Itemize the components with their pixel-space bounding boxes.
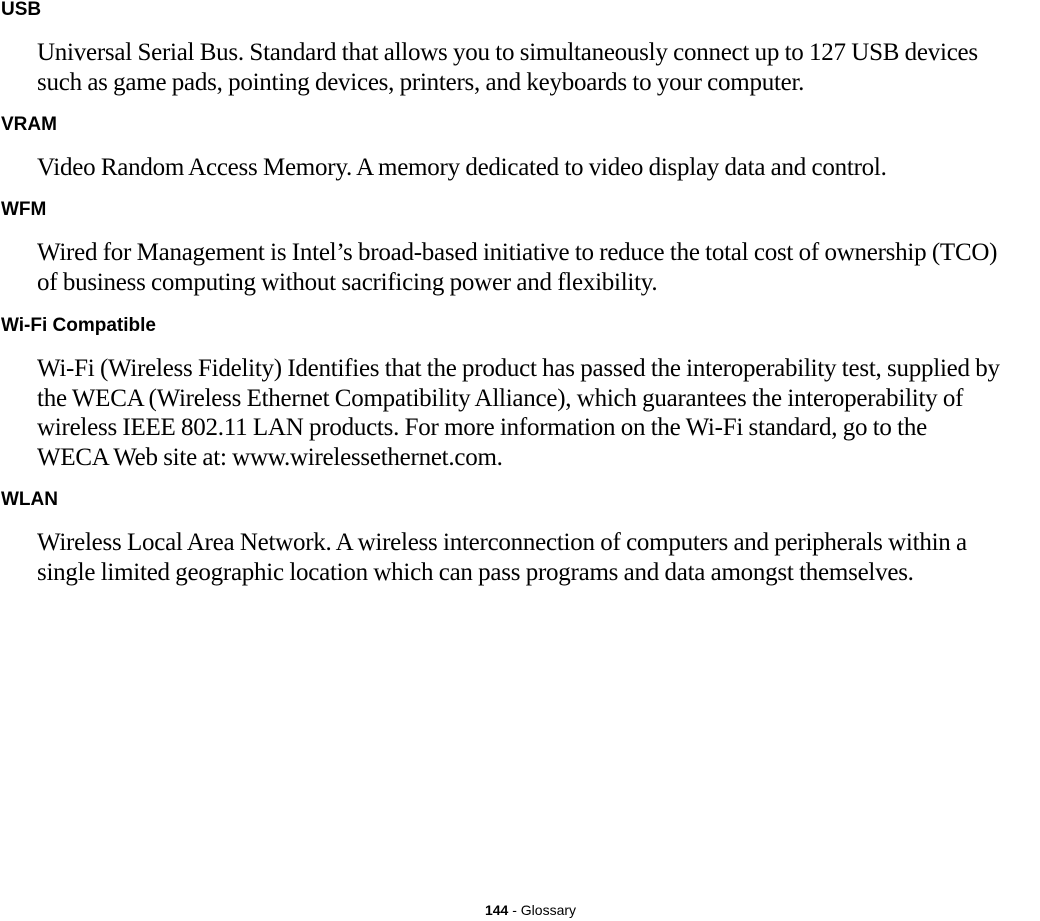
- glossary-definition: Wired for Management is Intel’s broad-based initiative to reduce the total cost of ownership (TCO) of business computing without sacrificing power and flexibility.: [37, 239, 998, 296]
- page-footer: [0, 901, 1040, 919]
- glossary-term: WLAN: [1, 489, 58, 510]
- glossary-term: Wi-Fi Compatible: [1, 315, 156, 336]
- glossary-definition: Wireless Local Area Network. A wireless interconnection of computers and peripherals within a single limited geographic location which can pass programs and data amongst themselves.: [37, 529, 967, 586]
- glossary-entry-wlan: [0, 489, 1040, 587]
- glossary-definition: Universal Serial Bus. Standard that allows you to simultaneously connect up to 127 USB devices such as game pads, pointing devices, printers, and keyboards to your computer.: [37, 39, 978, 96]
- glossary-definition: Video Random Access Memory. A memory dedicated to video display data and control.: [37, 154, 887, 181]
- glossary-entry-wi-fi-compatible: [0, 315, 1040, 472]
- glossary-term: WFM: [1, 199, 47, 220]
- glossary-entry-usb: [0, 0, 1040, 97]
- glossary-term: USB: [1, 0, 42, 20]
- glossary-definition: Wi-Fi (Wireless Fidelity) Identifies that the product has passed the interoperability test, supplied by the WECA (Wireless Ethernet Compatibility Alliance), which guarantees the interoperability of wireless IEEE 802.11 LAN products. For more information on the Wi-Fi standard, go to the WECA Web site at: www.wirelessethernet.com.: [37, 355, 1000, 471]
- glossary-entry-vram: [0, 114, 1040, 183]
- footer-section: Glossary: [520, 902, 577, 918]
- footer-separator: -: [508, 902, 521, 918]
- page-number: 144: [484, 902, 509, 918]
- glossary-entry-wfm: [0, 199, 1040, 297]
- glossary-term: VRAM: [1, 114, 57, 135]
